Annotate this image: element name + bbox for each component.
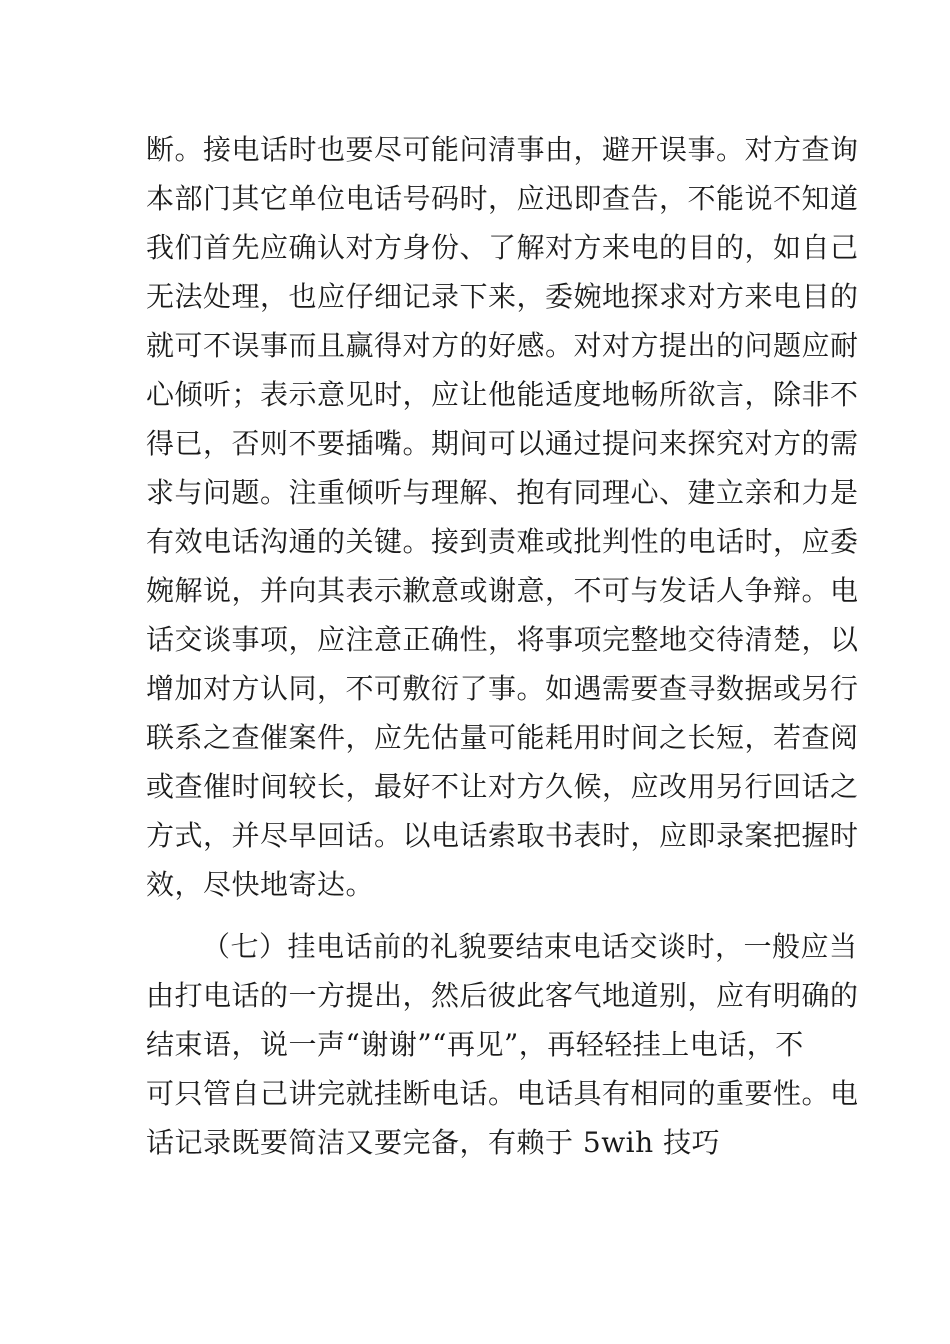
- paragraph-1-line-5: 就可不误事而且赢得对方的好感。对对方提出的问题应耐: [146, 329, 859, 362]
- paragraph-1-line-3: 我们首先应确认对方身份、了解对方来电的目的，如自己: [146, 231, 859, 264]
- paragraph-2-line-4: 可只管自己讲完就挂断电话。电话具有相同的重要性。电: [146, 1077, 859, 1110]
- paragraph-1-line-8: 求与问题。注重倾听与理解、抱有同理心、建立亲和力是: [146, 476, 859, 509]
- paragraph-1-line-6: 心倾听；表示意见时，应让他能适度地畅所欲言，除非不: [146, 378, 859, 411]
- paragraph-1-line-10: 婉解说，并向其表示歉意或谢意，不可与发话人争辩。电: [146, 574, 859, 607]
- paragraph-2-line-3: 结束语，说一声“谢谢”“再见”，再轻轻挂上电话，不: [146, 1028, 804, 1061]
- paragraph-1-line-1: 断。接电话时也要尽可能问清事由，避开误事。对方查询: [146, 133, 859, 166]
- paragraph-1-line-4: 无法处理，也应仔细记录下来，委婉地探求对方来电目的: [146, 280, 859, 313]
- paragraph-2-line-5: 话记录既要简洁又要完备，有赖于 5wih 技巧: [146, 1126, 721, 1159]
- paragraph-1-line-2: 本部门其它单位电话号码时，应迅即查告，不能说不知道: [146, 182, 859, 215]
- paragraph-1-line-9: 有效电话沟通的关键。接到责难或批判性的电话时，应委: [146, 525, 859, 558]
- paragraph-1-line-7: 得已，否则不要插嘴。期间可以通过提问来探究对方的需: [146, 427, 859, 460]
- paragraph-2-line-1: （七）挂电话前的礼貌要结束电话交谈时，一般应当: [202, 930, 858, 963]
- paragraph-1-line-15: 方式，并尽早回话。以电话索取书表时，应即录案把握时: [146, 819, 859, 852]
- paragraph-1-line-14: 或查催时间较长，最好不让对方久候，应改用另行回话之: [146, 770, 859, 803]
- paragraph-1-line-13: 联系之查催案件，应先估量可能耗用时间之长短，若查阅: [146, 721, 859, 754]
- paragraph-2-line-2: 由打电话的一方提出，然后彼此客气地道别，应有明确的: [146, 979, 859, 1012]
- paragraph-1-line-16: 效，尽快地寄达。: [146, 868, 375, 901]
- paragraph-1-line-11: 话交谈事项，应注意正确性，将事项完整地交待清楚，以: [146, 623, 859, 656]
- paragraph-1-line-12: 增加对方认同，不可敷衍了事。如遇需要查寻数据或另行: [146, 672, 859, 705]
